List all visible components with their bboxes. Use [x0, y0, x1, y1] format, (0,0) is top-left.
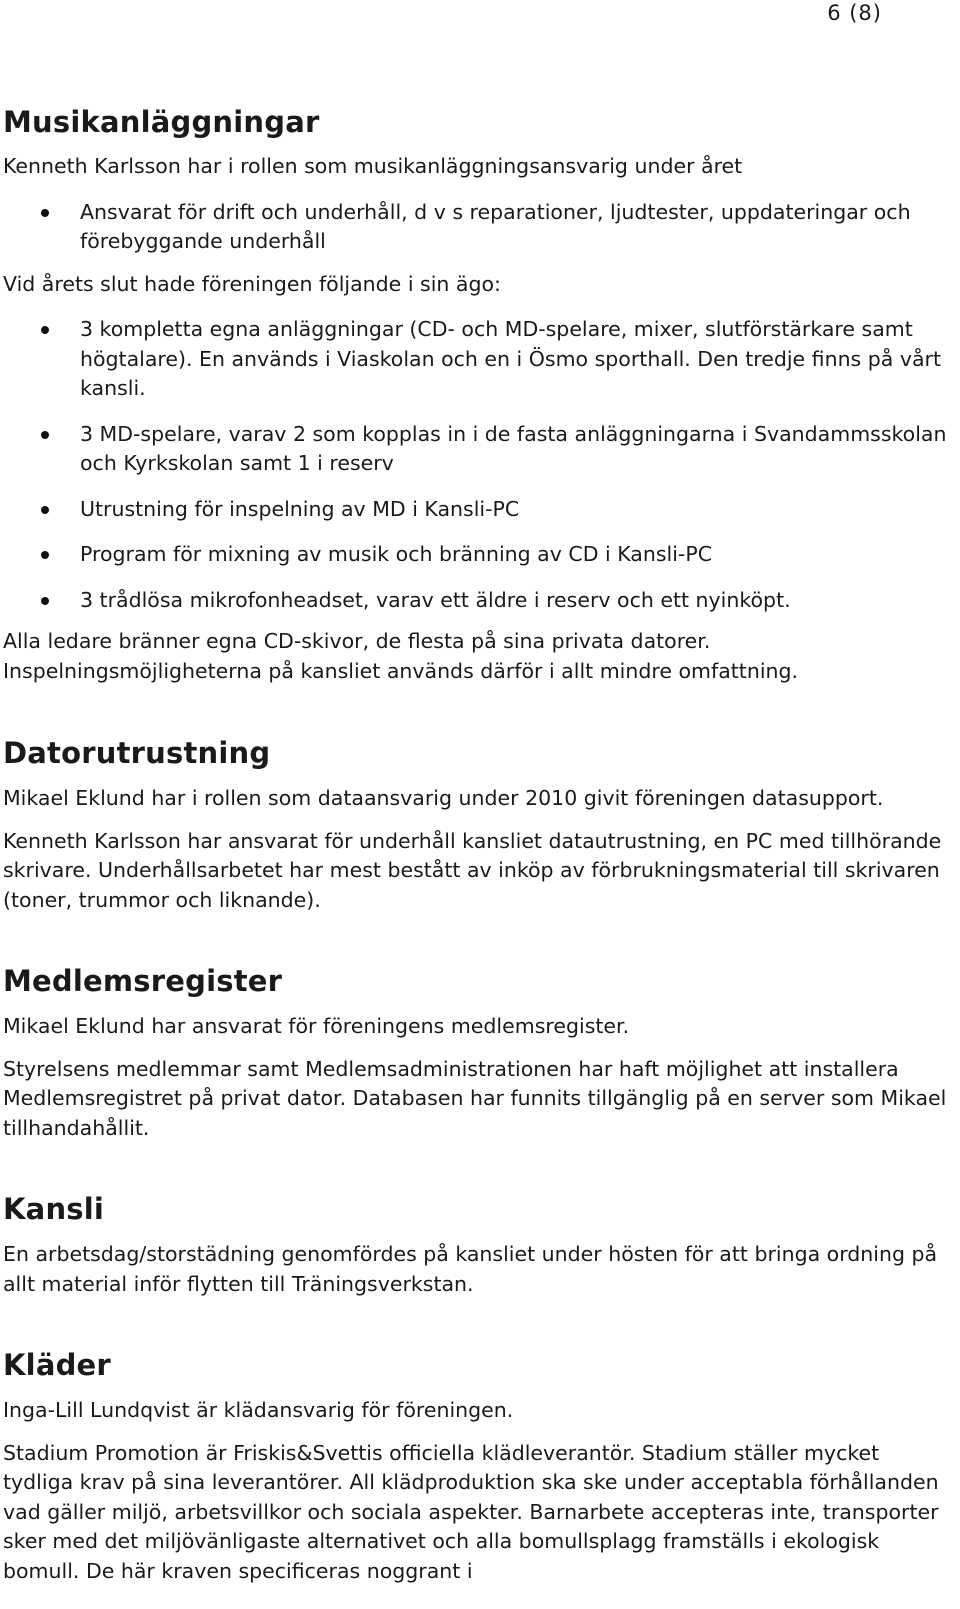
list-item: [3, 540, 948, 570]
list-item: [3, 495, 948, 525]
heading-music: Musikanläggningar: [3, 105, 320, 139]
list-item-text: 3 MD-spelare, varav 2 som kopplas in i de fasta anläggningarna i Svandammsskolan och Kyrkskolan samt 1 i reserv: [80, 421, 947, 475]
music-inventory-intro: Vid årets slut hade föreningen följande i sin ägo:: [3, 271, 501, 296]
music-closing: Alla ledare bränner egna CD-skivor, de flesta på sina privata datorer. Inspelningsmöjligheterna på kansliet används därför i allt mindre omfattning.: [3, 629, 799, 683]
list-item: [3, 586, 948, 616]
list-item-text: 3 trådlösa mikrofonheadset, varav ett äldre i reserv och ett nyinköpt.: [80, 587, 791, 612]
bullet-icon: [41, 597, 49, 605]
music-intro: Kenneth Karlsson har i rollen som musikanläggningsansvarig under året: [3, 154, 743, 178]
music-inventory-list: [3, 315, 948, 615]
heading-office: Kansli: [3, 1192, 105, 1226]
heading-members: Medlemsregister: [3, 964, 283, 998]
page-number: 6 (8): [827, 1, 882, 25]
list-item: [3, 198, 948, 257]
computers-p1: Mikael Eklund har i rollen som dataansvarig under 2010 givit föreningen datasupport.: [3, 786, 884, 810]
bullet-icon: [41, 326, 49, 334]
members-p1: Mikael Eklund har ansvarat för föreningens medlemsregister.: [3, 1014, 630, 1038]
bullet-icon: [41, 209, 49, 217]
heading-computers: Datorutrustning: [3, 736, 271, 770]
office-p1: En arbetsdag/storstädning genomfördes på kansliet under hösten för att bringa ordning på allt material inför flytten till Träningsverkstan.: [3, 1242, 938, 1296]
members-p2: Styrelsens medlemmar samt Medlemsadministrationen har haft möjlighet att installera Medlemsregistret på privat dator. Databasen har funnits tillgänglig på en server som Mikael tillhandahållit.: [3, 1056, 947, 1140]
music-responsibilities-list: [3, 198, 948, 257]
bullet-icon: [41, 431, 49, 439]
list-item-text: Utrustning för inspelning av MD i Kansli-PC: [80, 496, 520, 521]
list-item-text: Ansvarat för drift och underhåll, d v s reparationer, ljudtester, uppdateringar och förebyggande underhåll: [80, 199, 911, 253]
list-item: [3, 420, 948, 479]
list-item-text: Program för mixning av musik och bränning av CD i Kansli-PC: [80, 542, 713, 566]
computers-p2: Kenneth Karlsson har ansvarat för underhåll kansliet datautrustning, en PC med tillhörande skrivare. Underhållsarbetet har mest bestått av inköp av förbrukningsmaterial till skrivaren (toner, trummor och liknande).: [3, 828, 942, 912]
heading-clothes: Kläder: [3, 1348, 111, 1382]
clothes-p1: Inga-Lill Lundqvist är klädansvarig för föreningen.: [3, 1398, 514, 1422]
list-item-text: 3 kompletta egna anläggningar (CD- och MD-spelare, mixer, slutförstärkare samt högtalare). En används i Viaskolan och en i Ösmo sporthall. Den tredje finns på vårt kansli.: [80, 317, 942, 400]
clothes-p2: Stadium Promotion är Friskis&Svettis officiella klädleverantör. Stadium ställer mycket tydliga krav på sina leverantörer. All klädproduktion ska ske under acceptabla förhållanden vad gäller miljö, arbetsvillkor och sociala aspekter. Barnarbete accepteras inte, transporter sker med det miljövänligaste alternativet och alla bomullsplagg framställs i ekologisk bomull. De här kraven specificeras noggrant i: [3, 1440, 939, 1583]
list-item: [3, 315, 948, 404]
bullet-icon: [41, 506, 49, 514]
document-body: [3, 104, 948, 1586]
bullet-icon: [41, 551, 49, 559]
